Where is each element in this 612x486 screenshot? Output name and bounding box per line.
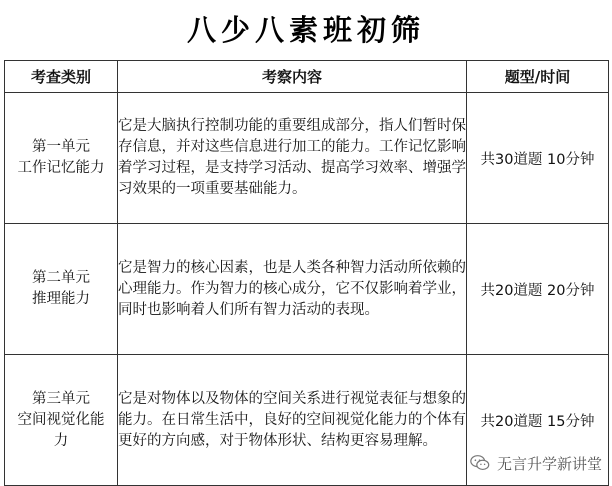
category-cell [5, 224, 118, 355]
screening-table [4, 60, 609, 486]
category-cell [5, 93, 118, 224]
ability-label: 工作记忆能力 [17, 160, 105, 176]
ability-label-cont: 力 [53, 432, 69, 449]
time-cell: 共20道题 20分钟 [467, 224, 609, 355]
unit-label: 第三单元 [32, 390, 90, 407]
category-cell [5, 355, 118, 486]
unit-label: 第二单元 [32, 270, 90, 286]
content-cell: 它是对物体以及物体的空间关系进行视觉表征与想象的能力。在日常生活中，良好的空间视觉化能力的个体有更好的方向感，对于物体形状、结构更容易理解。 [118, 355, 467, 486]
time-cell: 共20道题 15分钟 [467, 355, 609, 486]
content-cell: 它是大脑执行控制功能的重要组成部分，指人们暂时保存信息，并对这些信息进行加工的能力。工作记忆影响着学习过程，是支持学习活动、提高学习效率、增强学习效果的一项重要基础能力。 [118, 93, 467, 224]
ability-label: 推理能力 [32, 291, 90, 307]
header-category: 考查类别 [5, 61, 118, 93]
table-row [5, 224, 609, 355]
unit-label: 第一单元 [32, 139, 90, 155]
time-cell: 共30道题 10分钟 [467, 93, 609, 224]
header-content: 考察内容 [118, 61, 467, 93]
ability-label: 空间视觉化能 [17, 411, 105, 428]
table-header-row [5, 61, 609, 93]
table-row [5, 93, 609, 224]
page-title: 八少八素班初筛 [186, 13, 425, 47]
watermark-text: 无言升学新讲堂 [496, 454, 602, 473]
watermark [469, 450, 602, 476]
content-cell: 它是智力的核心因素，也是人类各种智力活动所依赖的心理能力。作为智力的核心成分，它不仅影响着学业，同时也影响着人们所有智力活动的表现。 [118, 224, 467, 355]
header-time: 题型/时间 [467, 61, 609, 93]
wechat-icon [469, 452, 491, 474]
